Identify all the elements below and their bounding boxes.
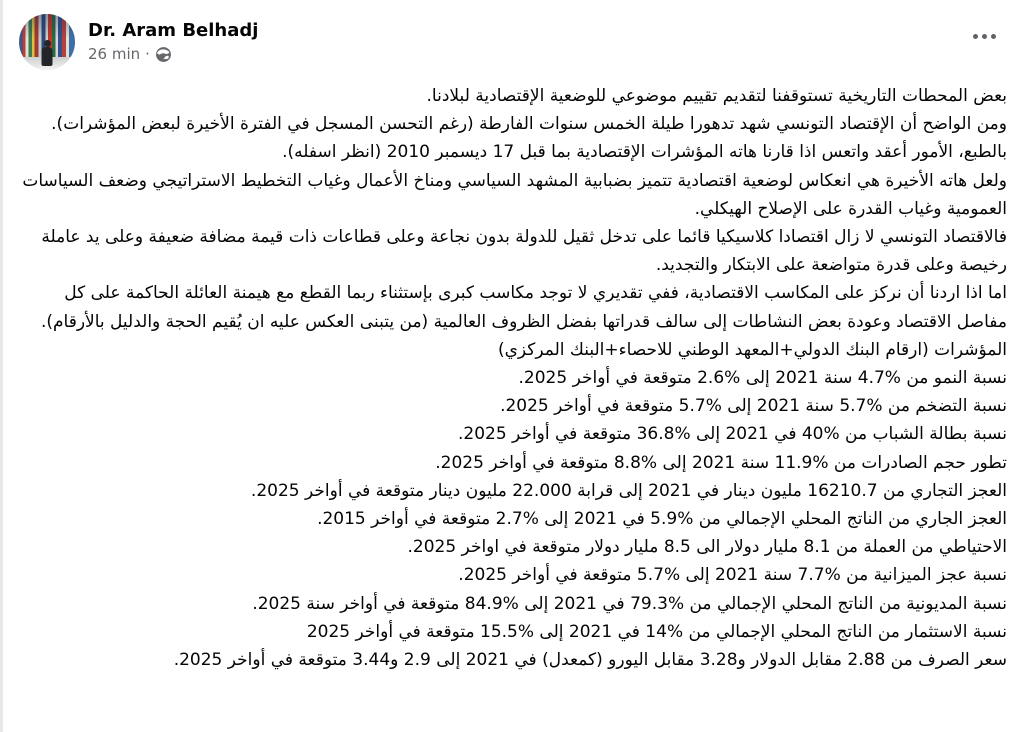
post-paragraph: نسبة التضخم من %5.7 سنة 2021 إلى %5.7 متوقعة في أواخر 2025. — [500, 396, 1007, 417]
ellipsis-icon — [982, 34, 987, 39]
post-paragraph: نسبة الاستثمار من الناتج المحلي الإجمالي من %14 في 2021 إلى %15.5 متوقعة في أواخر 2025 — [306, 621, 1007, 642]
post-paragraph: نسبة المديونية من الناتج المحلي الإجمالي من %79.3 في 2021 إلى %84.9 متوقعة في أواخر سنة 2025. — [252, 593, 1007, 614]
post-paragraph: تطور حجم الصادرات من %11.9 سنة 2021 إلى %8.8 متوقعة في أواخر 2025. — [435, 452, 1007, 473]
post-meta — [88, 46, 258, 63]
post-header-text — [88, 21, 258, 63]
post-paragraph: نسبة بطالة الشباب من %40 في 2021 إلى %36.8 متوقعة في أواخر 2025. — [457, 424, 1007, 445]
ellipsis-icon — [991, 34, 996, 39]
timestamp[interactable]: 26 min — [88, 44, 141, 63]
avatar[interactable] — [19, 14, 75, 70]
post-paragraph: العجز الجاري من الناتج المحلي الإجمالي من %5.9 في 2021 إلى %2.7 متوقعة في أواخر 2015. — [317, 509, 1007, 530]
post-paragraph: بعض المحطات التاريخية تستوقفنا لتقديم تقييم موضوعي للوضعية الإقتصادية لبلادنا. — [426, 86, 1007, 106]
post-paragraph: نسبة عجز الميزانية من %7.7 سنة 2021 إلى %5.7 متوقعة في أواخر 2025. — [458, 565, 1007, 586]
post-paragraph: نسبة النمو من %4.7 سنة 2021 إلى %2.6 متوقعة في أواخر 2025. — [518, 368, 1007, 389]
post-paragraph: اما اذا اردنا أن نركز على المكاسب الاقتصادية، ففي تقديري لا توجد مكاسب كبرى بإستثناء ربما القطع مع هيمنة العائلة الحاكمة على كل مفاصل الاقتصاد وعودة بعض النشاطات إلى سالف قدراتها بفضل الظروف العالمية (من يتبنى العكس عليه ان يُقيم الحجة والدليل بالأرقام). — [40, 283, 1007, 332]
more-options-button[interactable] — [969, 26, 1000, 47]
meta-separator: · — [145, 44, 150, 63]
post-paragraph: المؤشرات (ارقام البنك الدولي+المعهد الوطني للاحصاء+البنك المركزي) — [497, 339, 1007, 360]
post-paragraph: فالاقتصاد التونسي لا زال اقتصادا كلاسيكيا قائما على تدخل ثقيل للدولة بدون نجاعة وعلى قطاعات ذات قيمة مضافة ضعيفة وعلى يد عاملة رخيصة وعلى قدرة متواضعة على الابتكار والتجديد. — [41, 227, 1007, 276]
ellipsis-icon — [973, 34, 978, 39]
post-paragraph: سعر الصرف من 2.88 مقابل الدولار و3.28 مقابل اليورو (كمعدل) في 2021 إلى 2.9 و3.44 متوقعة في أواخر 2025. — [173, 650, 1007, 671]
post-body — [3, 80, 1024, 674]
avatar-person-silhouette — [42, 47, 53, 66]
globe-icon — [155, 46, 172, 63]
post-paragraph: ولعل هاته الأخيرة هي انعكاس لوضعية اقتصادية تتميز بضبابية المشهد السياسي ومناخ الأعمال وغياب التخطيط الاستراتيجي وضعف السياسات العمومية وغياب القدرة على الإصلاح الهيكلي. — [22, 170, 1007, 219]
post-paragraph: ومن الواضح أن الإقتصاد التونسي شهد تدهورا طيلة الخمس سنوات الفارطة (رغم التحسن المسجل في الفترة الأخيرة لبعض المؤشرات). بالطبع، الأمور أعقد واتعس اذا قارنا هاته المؤشرات الإقتصادية بما قبل 17 ديسمبر 2010 (انظر اسفله). — [51, 114, 1007, 163]
post-paragraph: الاحتياطي من العملة من 8.1 مليار دولار الى 8.5 مليار دولار متوقعة في اواخر 2025. — [407, 537, 1007, 558]
post-paragraph: العجز التجاري من 16210.7 مليون دينار في 2021 إلى قرابة 22.000 مليون دينار متوقعة في أواخر 2025. — [250, 480, 1007, 501]
post-header — [3, 0, 1024, 80]
author-name[interactable]: Dr. Aram Belhadj — [88, 20, 259, 42]
